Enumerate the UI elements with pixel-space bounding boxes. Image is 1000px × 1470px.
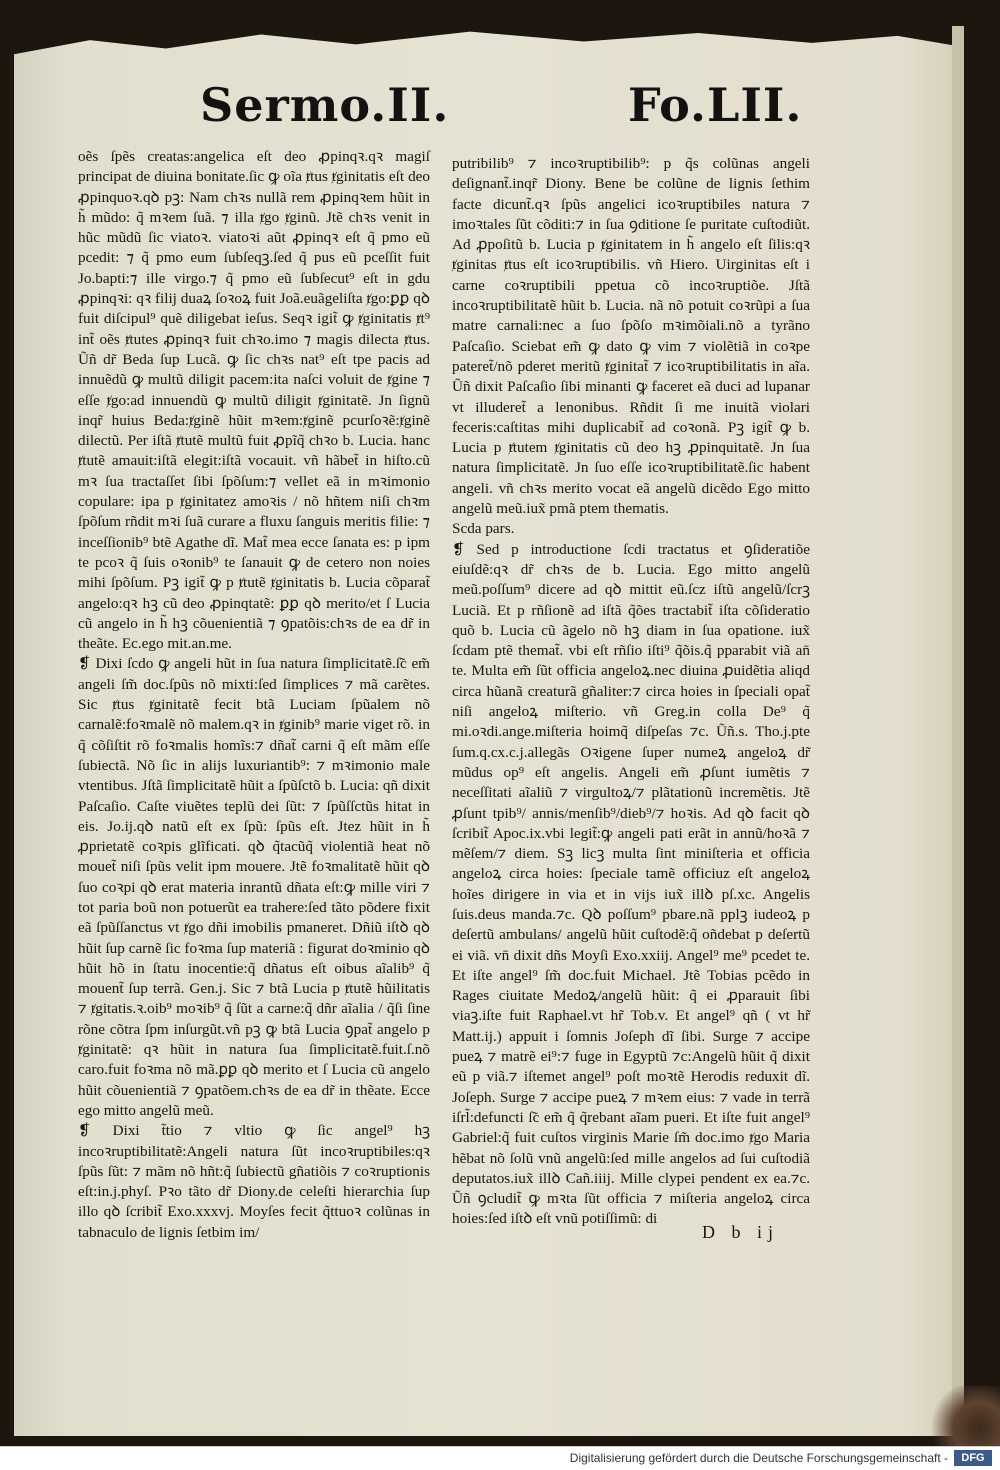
page-damage — [930, 1386, 1000, 1446]
text-column-left: oẽs ſpẽs creatas:angelica eſt deo ꝓpinqꝛ.qꝛ magiſ principat de diuina bonitate.ſic ꝙ oĩa ⱦtus ⱦginitatis eſt deo ꝓpinquoꝛ.qꝺ pꝫ: Nam chꝛs nullã rem ꝓpinqꝛem hũit in h̃ mũdo: q̃ mꝛem ſuã. ⁊ illa ⱦgo ⱦginũ. Jtẽ chꝛs venit in hũc mũdũ ſic viatoꝛ. viatoꝛi aũt ꝓpinqꝛ eſt q̃ pmo eũ pcedit: ⁊ q̃ pmo eum ſubſeqꝫ.ſed q̃ pus eũ pceſſit fuit Jo.bapti:⁊ ille virgo.⁊ q̃ pmo eũ ſubſecut⁹ eſt in gdu ꝓpinqꝛi: qꝛ filij duaꝝ ſoꝛoꝝ fuit Joã.euãgeliſta ⱦgo:ꝑꝑ qꝺ fuit diſcipul⁹ quẽ diligebat ieſus. Seqꝛ igit̃ ꝙ ⱦginitatis ⱦt⁹ int̃ oẽs ⱦtutes ꝓpinqꝛ fuit chꝛo.imo ⁊ magis dilecta ⱦtus. Ũñ dr̃ Beda ſup Lucã. ꝙ ſic chꝛs nat⁹ eſt tpe pacis ad innuẽdũ ꝙ multũ diligit pacem:ita naſci voluit de ⱦgine ⁊ eſſe ⱦgo:ad innuendũ ꝙ multũ diligit ⱦginitatẽ. Jn ſignũ inqr̃ huius Beda:ⱦginẽ hũit mꝛem:ⱦginẽ pcurſoꝛẽ:ⱦginẽ dilectũ. Per iſtã ⱦtutẽ multũ fuit ꝓpĩq̃ chꝛo b. Lucia. hanc ⱦtutẽ amauit:iſtã elegit:iſtã vocauit. vñ hãbet̃ in hiſto.cũ mꝛ ſua tractaſſet ſibi ſpõſum:⁊ vellet eã in mꝛimonio copulare: ipa p ⱦginitatez amoꝛis / nõ hñtem niſi chꝛm ſpõſum rñdit mꝛi ſuã curare a fluxu ſanguis meritis filie: ⁊ inceſſionib⁹ btẽ Agathe dĩ. Mat̃ mea ecce ſanata es: p ipm te pcoꝛ q̃ ſuis oꝛonib⁹ te ſanauit ꝙ de cetero non noies mihi ſpõſum. Pꝫ igit̃ ꝙ p ⱦtutẽ ⱦginitatis b. Lucia cõparat̃ angelo:qꝛ hꝫ cũ deo ꝓpinqtatẽ: ꝑꝑ qꝺ merito/et ſ Lucia cũ angelo in h̃ hꝫ cõuenientiã ⁊ ꝯpatõis:chꝛs de ea dr̃ in theãte. Ec.ego mit.an.me. ❡ Dixi ſcdo ꝙ angeli hũt in ſua natura ſimplicitatẽ.ſ̃c em̃ angeli ſm̃ doc.ſpũs nõ mixti:ſed ſimplices ⁊ mã carẽtes. Sic ⱦtus ⱦginitatẽ fecit btã Luciam ſpũalem nõ carnalẽ:foꝛmalẽ nõ malem.qꝛ in ⱦginib⁹ marie viget rõ. in q̃ cõſiſtit rõ foꝛmalis homĩs:⁊ dñat̃ carni q̃ eſt mãm eſſe ſubiectã. Nõ ſic in alijs luxuriantib⁹: ⁊ mꝛimonio male vtentibus. Jſtã ſimplicitatẽ hũit a ſpũſctõ b. Lucia: qñ dixit Paſcaſio. Caſte viuẽtes teplũ dei ſũt: ⁊ ſpũſſctũs hitat in eis. Jo.ij.qꝺ natũ eſt ex ſpũ: ſpũs eſt. Jtez hũit in h̃ ꝓprietatẽ coꝛpis glĩficati. qꝺ q̃tacũq̃ violentiã heat nõ mouet̃ niſi ſpũs velit ipm mouere. Jtẽ foꝛmalitatẽ hũit qꝺ ſuo coꝛpi qꝺ erat materia inrantũ dñata eſt:ꝙ mille viri ⁊ tot paria boũ non potuerũt ea trahere:ſed tãto põdere fixit eã ſpũſſanctus vt ⱦgo dñi imobilis pmaneret. Dñiũ iſtꝺ qꝺ hũit ſup carnẽ ſic foꝛma ſup materiã : figurat doꝛminio qꝺ hũit hõ in ſtatu inocentie:q̃ dñatus eſt oibus aĩalib⁹ q̃ mouent̃ ſup terrã. Gen.j. Sic ⁊ btã Lucia p ⱦtutẽ hũilitatis ⁊ ⱦgitatis.ꝛ.oib⁹ moꝛib⁹ q̃ ſũt a carne:q̃ dñr aĩalia / q̃ſi ſine rõne cõtra ſpm inſurgũt.vñ pꝫ ꝙ btã Lucia ꝯpat̃ angelo p ⱦginitatẽ: qꝛ hũit in natura ſua ſimplicitatẽ.fuit.ſ.nõ caro.fuit foꝛma nõ mã.ꝑꝑ qꝺ merito et ſ Lucia cũ angelo hũit cõuenientiã ⁊ ꝯpatõem.chꝛs de ea dr̃ in thẽate. Ecce ego mitto angelũ meũ. ❡ Dixi t̃tio ⁊ vltio ꝙ ſic angel⁹ hꝫ incoꝛruptibilitatẽ:Angeli natura ſũt incoꝛruptibiles:qꝛ ſpũs ſũt: ⁊ mãm nõ hñt:q̃ ſubiectũ gñatiõis ⁊ coꝛruptionis eſt:in.j.phyſ. Pꝛo tãto dr̃ Diony.de celeſti hierarchia ſup illo qꝺ ſcribit̃ Exo.xxxvj. Moyſes fecit q̃ttuoꝛ colũnas in tabnaculo de lignis ſetbim im/ — [78, 148, 430, 1241]
footer-credit: Digitalisierung gefördert durch die Deutsche Forschungsgemeinschaft - — [569, 1451, 948, 1465]
footer-bar — [0, 1446, 1000, 1470]
running-head-left: Sermo.II. — [200, 78, 450, 132]
folio-number: Fo.LII. — [628, 78, 803, 132]
text-column-right: putribilib⁹ ⁊ incoꝛruptibilib⁹: p q̃s colũnas angeli deſignant̃.inqr̃ Diony. Bene be colũne de lignis ſethim facte dicunt̃.qꝛ ſpũs angelici icoꝛruptibiles natura ⁊ imoꝛtales ſũt cõditi:⁊ in ſua ꝯditione ſe puritate cuſtodiũt. Ad ꝓpoſitũ b. Lucia p ⱦginitatem in h̃ angelo eſt ſilis:qꝛ ⱦginitas ⱦtus eſt icoꝛruptibilis. vñ Hiero. Uirginitas eſt i carne coꝛruptibili ppetua cõ incoꝛruptiõe. Jſtã incoꝛruptibilitatẽ hũit b. Lucia. nã nõ potuit coꝛrũpi a ſua matre carnali:nec a ſuo ſpõſo mꝛimõiali.nõ a tyrãno Paſcaſio. Sciebat em̃ ꝙ dato ꝙ vim ⁊ violẽtiã in coꝛpe pateret̃/nõ pderet meritũ ⱦginitat̃ ⁊ icoꝛruptibilitatis in aĩa. Ũñ dixit Paſcaſio ſibi minanti ꝙ faceret eã duci ad lupanar vt illuderet̃ a lenonibus. Rñdit ſi me inuitã violari feceris:caſtitas mihi duplicabit̃ ad coꝛonã. Pꝫ igit̃ ꝙ b. Lucia p ⱦtutem ⱦginitatis cũ deo hꝫ ꝓpinquitatẽ. Jn ſua natura ſimplicitatẽ. Jn ſuo eſſe icoꝛruptibilitatẽ.ſic habent angeli. vñ chꝛs merito vocat eã angelũ dicẽdo Ego mitto angelũ meũ.iux̃ pmã ptem thematis. Scda pars. ❡ Sed p introductione ſcdi tractatus et ꝯſideratiõe eiuſdẽ:qꝛ dr̃ chꝛs de b. Lucia. Ego mitto angelũ meũ.poſſum⁹ dicere ad qꝺ mittit eũ.ſcz iſtũ angelũ/ſcrꝫ Luciã. Et p rñſionẽ ad iſtã q̃ões tractabit̃ iſta cõſideratio quõ b. Lucia cũ ãgelo nõ hꝫ diam in ſua opatione. iux̃ ſcdam ptẽ themat̃. vbi eſt rñſio iſti⁹ q̃õis.q̃ pparabit viã an̄ te. Multa em̃ ſũt officia angeloꝝ.nec diuina ꝓuidẽtia aliqd circa hũanã creaturã gñaliter:⁊ circa hoies in ſpeciali opat̃ niſi angeloꝝ miſterio. vñ Greg.in colla De⁹ q̃ mi.oꝛdi.ange.miſteria hoimq̃ diſpeſas ⁊c. Ũñ.s. Tho.j.pte ſum.q.cx.c.j.allegãs Oꝛigene ſuper numeꝝ angeloꝝ dr̃ mũdus op⁹ eſt angelis. Angeli em̃ ꝓſunt iumẽtis ⁊ neceſſitati aĩaliũ ⁊ virgultoꝝ/⁊ plãtationũ incremẽtis. Jtẽ ꝓſunt tpib⁹/ annis/menſib⁹/dieb⁹/⁊ hoꝛis. Ad qꝺ facit qꝺ ſcribit̃ Apoc.ix.vbi legit̃:ꝙ angeli pati erãt in annũ/hoꝛã ⁊ mẽſem/⁊ diem. Sꝫ licꝫ multa ſint miniſteria et officia angeloꝝ circa hoies: ſpeciale tamẽ officiuz eſt angeloꝝ hoĩes dirigere in via et in vijs iux̃ illꝺ pſ.xc. Angelis ſuis.deus manda.⁊c. Qꝺ poſſum⁹ pbare.nã pplꝫ iudeoꝝ p deſertũ ambulans/ angelũ hũit cuſtodẽ:q̃ oñdebat p deſertũ ei viã. vn̄ dixit dñs Moyſi Exo.xxiij. Angel⁹ me⁹ pcedet te. Et iſte angel⁹ ſm̃ doc.fuit Michael. Jtẽ Tobias pcẽdo in Rages ciuitate Medoꝝ/angelũ hũit: q̃ ei ꝓparauit ſibi viaꝫ.iſte fuit Raphael.vt hr̃ Tob.v. Et angel⁹ qñ ( vt hr̃ Matt.ij.) appuit i ſomnis Joſeph dĩ ſibi. Surge ⁊ accipe pueꝝ ⁊ matrẽ ei⁹:⁊ fuge in Egyptũ ⁊c:Angelũ hũit q̃ dixit eũ p viã.⁊ iſtemet angel⁹ poſt moꝛtẽ Herodis reduxit dĩ. Joſeph. Surge ⁊ accipe pueꝝ ⁊ mꝛem eius: ⁊ vade in terrã iſrl̃:defuncti ſ̃c em̃ q̃ q̃rebant aĩam pueri. Et iſte fuit angel⁹ Gabriel:q̃ fuit cuſtos virginis Marie ſm̃ doc.imo ⱦgo Maria hẽbat nõ ſolũ vnũ angelũ:ſed mille angelos ad ſui cuſtodiã deputatos.iux̃ illꝺ Cañ.iiij. Mille clypei pendent ex ea.⁊c. Ũñ ꝯcludit̃ ꝙ mꝛta ſũt officia ⁊ miſteria angeloꝝ circa hoies:ſed iſtꝺ eſt vnũ potiſſimũ: di — [452, 155, 810, 1228]
page-edge — [952, 26, 964, 1436]
signature-mark: D b ij — [702, 1222, 780, 1242]
dfg-logo[interactable]: DFG — [954, 1450, 992, 1466]
